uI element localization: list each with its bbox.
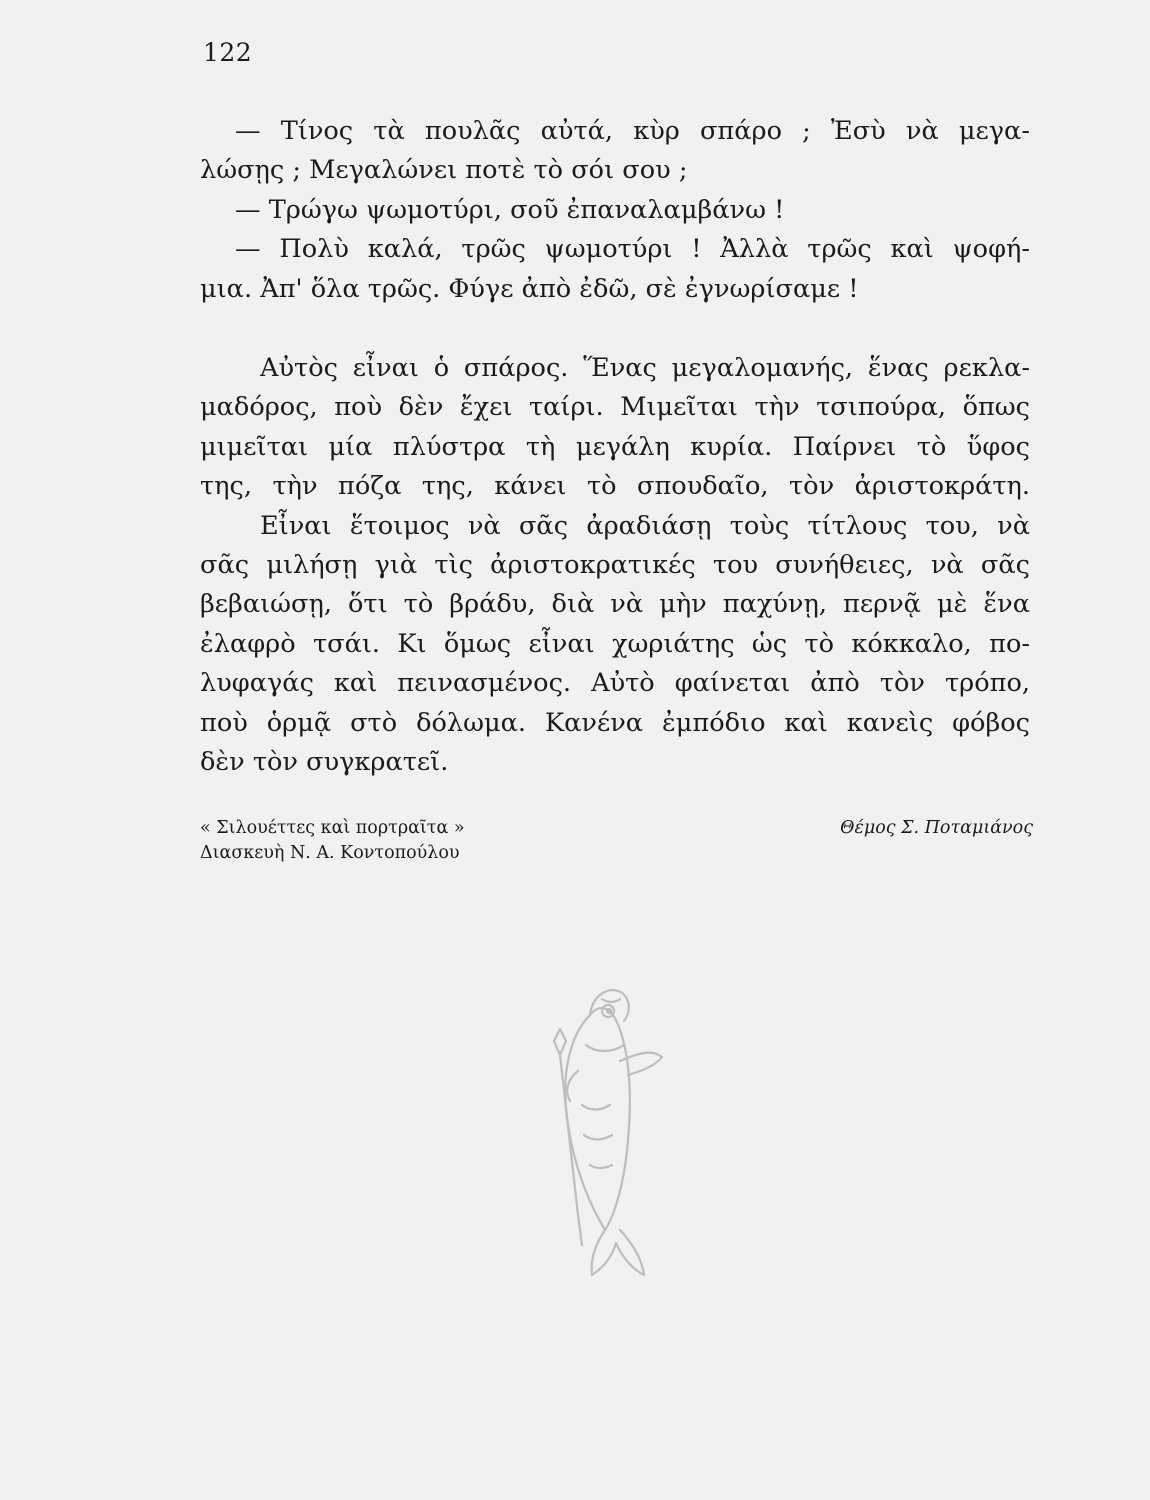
dialogue-line-1b: λώσῃς ; Μεγαλώνει ποτὲ τὸ σόι σου ; xyxy=(200,155,688,186)
source-left xyxy=(200,816,465,866)
fish-with-spear-icon xyxy=(520,975,700,1295)
page-number: 122 xyxy=(203,38,253,67)
paragraph-2-line-4: ἐλαφρὸ τσάι. Κι ὅμως εἶναι χωριάτης ὡς τὸ κόκκαλο, πο- xyxy=(200,628,1030,659)
paragraph-1-line-1: Αὐτὸς εἶναι ὁ σπάρος. Ἕνας μεγαλομανής, ἕνας ρεκλα- xyxy=(260,353,1030,384)
main-text xyxy=(200,112,1030,783)
paragraph-1-line-2: μαδόρος, ποὺ δὲν ἔχει ταίρι. Μιμεῖται τὴν τσιπούρα, ὅπως xyxy=(200,392,1030,423)
dialogue-line-3a: — Πολὺ καλά, τρῶς ψωμοτύρι ! Ἀλλὰ τρῶς καὶ ψοφή- xyxy=(235,234,1030,265)
paragraph-2-line-7: δὲν τὸν συγκρατεῖ. xyxy=(200,747,449,778)
source-author: Θέμος Σ. Ποταμιάνος xyxy=(840,818,1033,838)
source-adaptation: Διασκευὴ Ν. Α. Κοντοπούλου xyxy=(200,843,460,863)
paragraph-2-line-6: ποὺ ὁρμᾷ στὸ δόλωμα. Κανένα ἐμπόδιο καὶ κανεὶς φόβος xyxy=(200,707,1030,738)
paragraph-2-line-1: Εἶναι ἕτοιμος νὰ σᾶς ἀραδιάσῃ τοὺς τίτλους του, νὰ xyxy=(260,510,1030,541)
paragraph-2-line-2: σᾶς μιλήσῃ γιὰ τὶς ἀριστοκρατικές του συνήθειες, νὰ σᾶς xyxy=(200,550,1030,581)
paragraph-1-line-3: μιμεῖται μία πλύστρα τὴ μεγάλη κυρία. Παίρνει τὸ ὕφος xyxy=(200,431,1030,462)
dialogue-line-2: — Τρώγω ψωμοτύρι, σοῦ ἐπαναλαμβάνω ! xyxy=(235,194,785,225)
source-book-title: « Σιλουέττες καὶ πορτραῖτα » xyxy=(200,818,465,838)
paragraph-2-line-3: βεβαιώσῃ, ὅτι τὸ βράδυ, διὰ νὰ μὴν παχύνῃ, περνᾷ μὲ ἕνα xyxy=(200,589,1030,620)
paragraph-2-line-5: λυφαγάς καὶ πεινασμένος. Αὐτὸ φαίνεται ἀπὸ τὸν τρόπο, xyxy=(200,668,1030,699)
dialogue-line-1a: — Τίνος τὰ πουλᾶς αὐτά, κὺρ σπάρο ; Ἐσὺ νὰ μεγα- xyxy=(235,116,1030,146)
paragraph-1-line-4: της, τὴν πόζα της, κάνει τὸ σπουδαῖο, τὸν ἀριστοκράτη. xyxy=(200,471,1030,502)
dialogue-line-3b: μια. Ἀπ' ὅλα τρῶς. Φύγε ἀπὸ ἐδῶ, σὲ ἐγνωρίσαμε ! xyxy=(200,273,859,304)
